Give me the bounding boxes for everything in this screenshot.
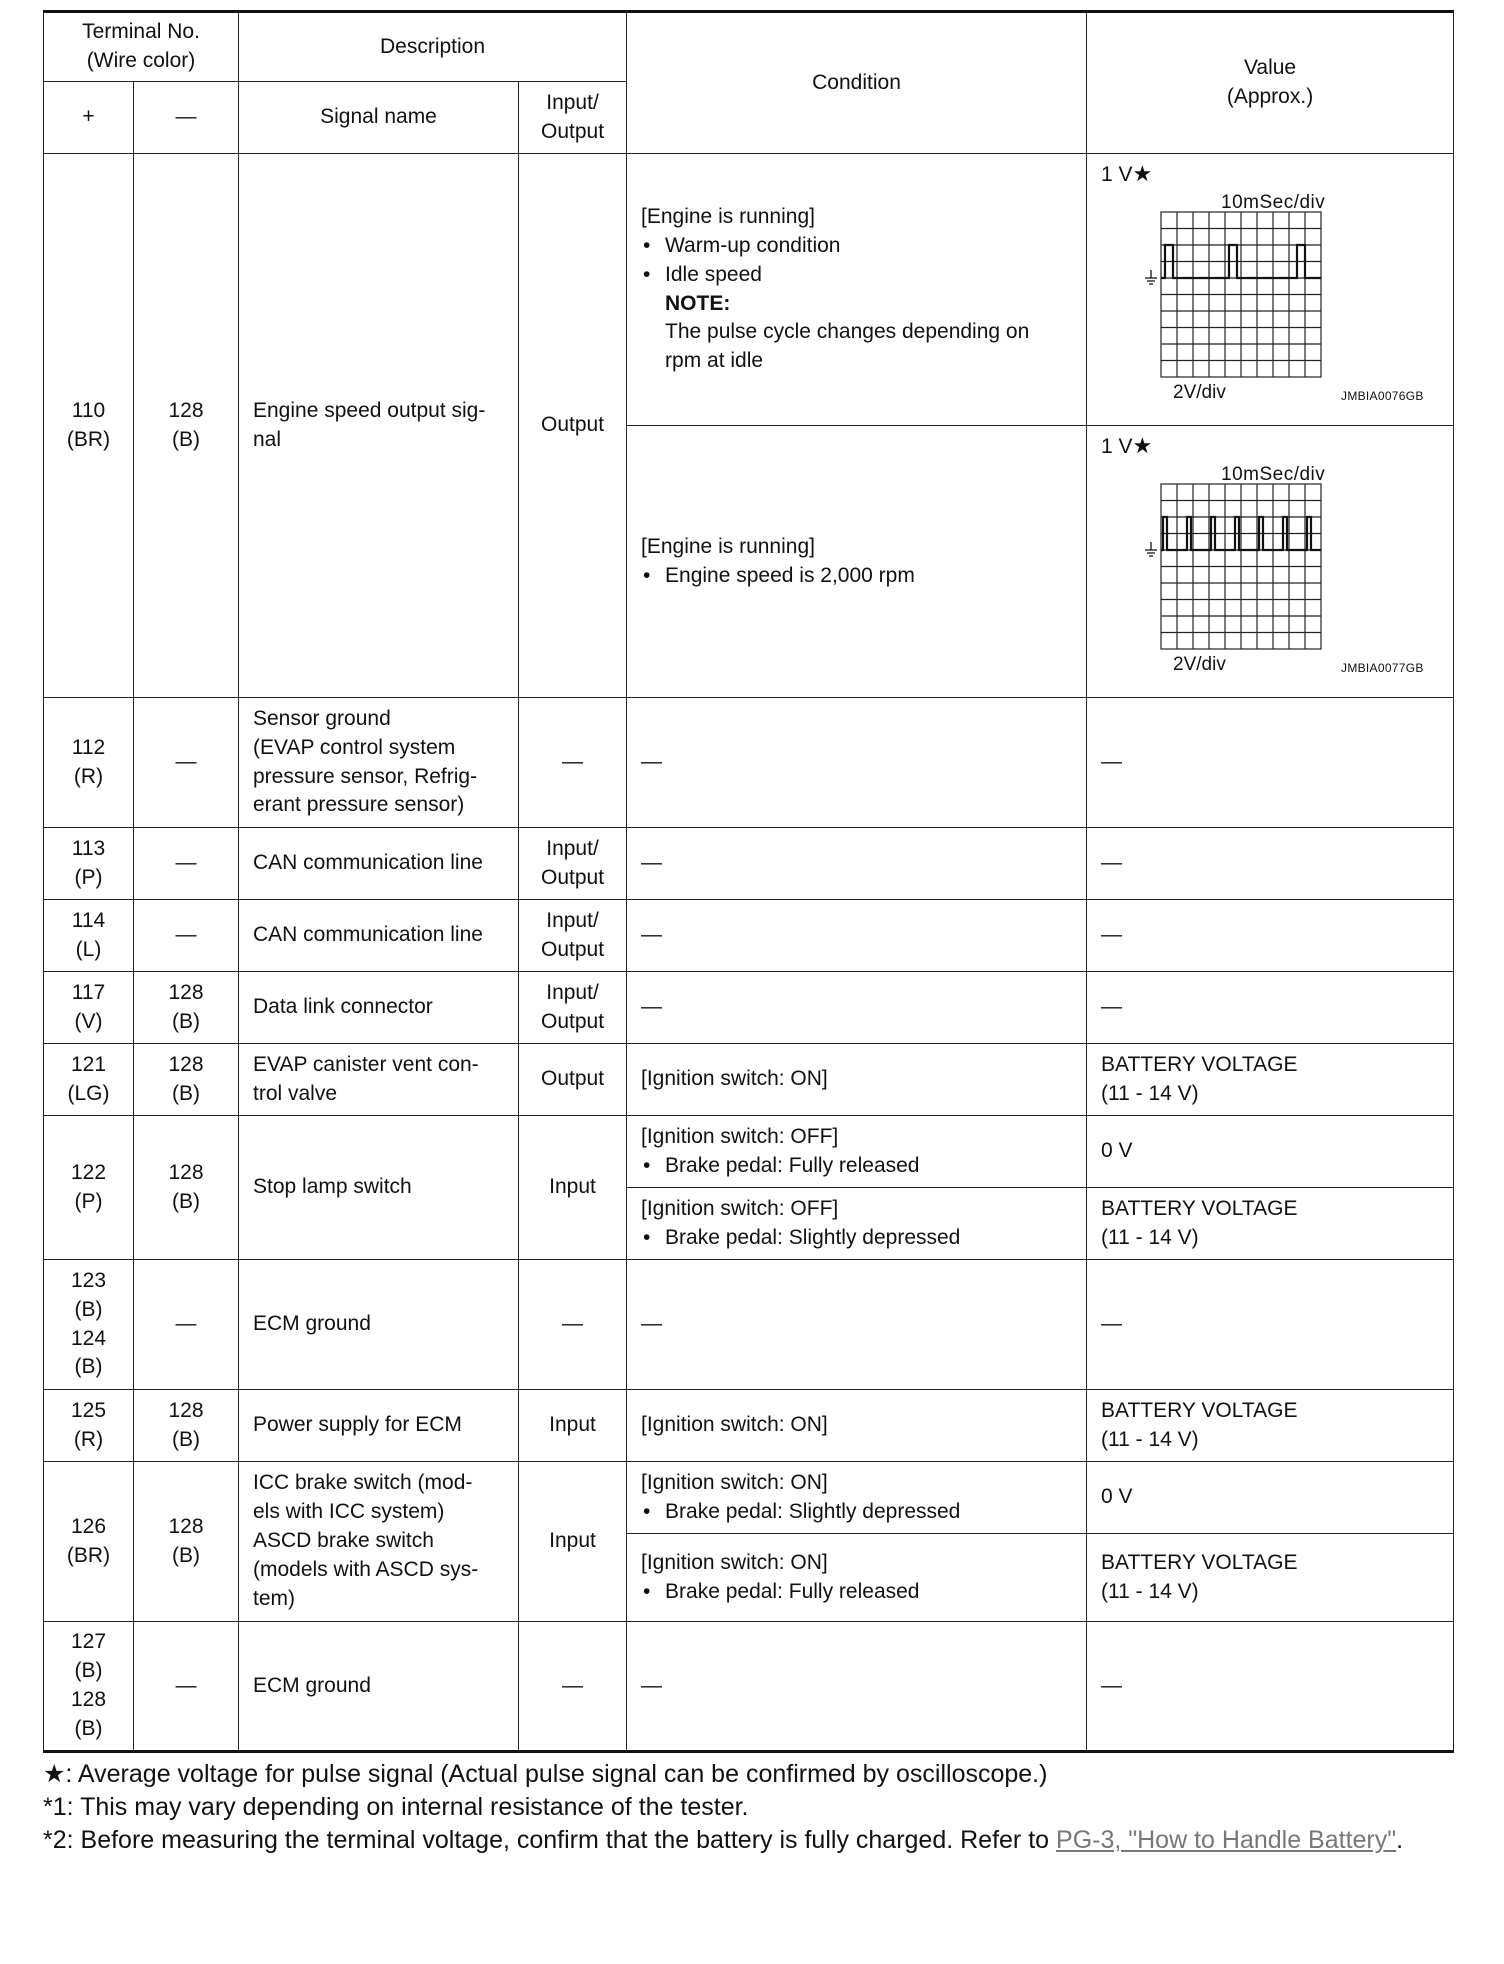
io-type: Output bbox=[519, 1044, 627, 1116]
header-value: Value (Approx.) bbox=[1087, 12, 1454, 154]
terminal-plus: 122 (P) bbox=[44, 1116, 134, 1260]
condition-bullet: • Warm-up condition bbox=[641, 232, 1072, 261]
figure-code: JMBIA0076GB bbox=[1341, 388, 1424, 403]
footnote-star bbox=[43, 1758, 1458, 1791]
signal-name: Engine speed output sig- nal bbox=[239, 154, 519, 698]
table-row-125 bbox=[44, 1390, 1454, 1462]
terminal-plus: 127 (B) 128 (B) bbox=[44, 1622, 134, 1752]
value-cell: BATTERY VOLTAGE (11 - 14 V) bbox=[1087, 1044, 1454, 1116]
table-row-117 bbox=[44, 972, 1454, 1044]
condition-head: [Ignition switch: OFF] bbox=[641, 1124, 839, 1148]
terminal-minus: 128 (B) bbox=[134, 1462, 239, 1622]
terminal-spec-table-container bbox=[43, 10, 1453, 1753]
header-plus: + bbox=[44, 82, 134, 154]
signal-name: CAN communication line bbox=[239, 828, 519, 900]
condition-cell: [Ignition switch: ON] bbox=[627, 1390, 1087, 1462]
value-cell: — bbox=[1087, 1260, 1454, 1390]
condition-cell: — bbox=[627, 972, 1087, 1044]
signal-name: ECM ground bbox=[239, 1260, 519, 1390]
note-label: NOTE: bbox=[665, 291, 731, 315]
waveform-voltage bbox=[1101, 431, 1439, 462]
header-description: Description bbox=[239, 12, 627, 82]
header-minus: — bbox=[134, 82, 239, 154]
value-cell: BATTERY VOLTAGE (11 - 14 V) bbox=[1087, 1390, 1454, 1462]
value-cell: 0 V bbox=[1087, 1462, 1454, 1534]
condition-cell bbox=[627, 426, 1087, 698]
waveform-cell bbox=[1087, 154, 1454, 426]
condition-bullet: • Brake pedal: Slightly depressed bbox=[641, 1498, 1072, 1527]
condition-bullet: • Brake pedal: Fully released bbox=[641, 1152, 1072, 1181]
terminal-minus: — bbox=[134, 900, 239, 972]
time-div-label: 10mSec/div bbox=[1221, 463, 1326, 485]
table-row-113 bbox=[44, 828, 1454, 900]
io-type: Input/ Output bbox=[519, 900, 627, 972]
note-text: The pulse cycle changes depending on rpm at idle bbox=[665, 320, 1030, 373]
io-type: Input bbox=[519, 1462, 627, 1622]
condition-bullet: • Idle speed bbox=[641, 261, 1072, 290]
value-cell: BATTERY VOLTAGE (11 - 14 V) bbox=[1087, 1188, 1454, 1260]
terminal-minus: 128 (B) bbox=[134, 972, 239, 1044]
volt-div-label: 2V/div bbox=[1173, 653, 1226, 675]
signal-name: Sensor ground (EVAP control system pressure sensor, Refrig- erant pressure sensor) bbox=[239, 698, 519, 828]
condition-cell: — bbox=[627, 1260, 1087, 1390]
footnotes bbox=[43, 1758, 1458, 1857]
condition-cell: — bbox=[627, 698, 1087, 828]
value-cell: — bbox=[1087, 698, 1454, 828]
signal-name: ICC brake switch (mod- els with ICC system) ASCD brake switch (models with ASCD sys- tem) bbox=[239, 1462, 519, 1622]
table-row-127 bbox=[44, 1622, 1454, 1752]
terminal-plus: 113 (P) bbox=[44, 828, 134, 900]
terminal-plus: 126 (BR) bbox=[44, 1462, 134, 1622]
header-terminal-no: Terminal No. (Wire color) bbox=[44, 12, 239, 82]
terminal-plus: 121 (LG) bbox=[44, 1044, 134, 1116]
condition-head: [Ignition switch: ON] bbox=[641, 1470, 828, 1494]
footnote-star-text: : Average voltage for pulse signal (Actual pulse signal can be confirmed by oscilloscope.) bbox=[65, 1760, 1048, 1788]
signal-name: Stop lamp switch bbox=[239, 1116, 519, 1260]
footnote-1: *1: This may vary depending on internal resistance of the tester. bbox=[43, 1793, 749, 1821]
io-type: Input bbox=[519, 1116, 627, 1260]
header-signal-name: Signal name bbox=[239, 82, 519, 154]
terminal-minus: — bbox=[134, 698, 239, 828]
signal-name: EVAP canister vent con- trol valve bbox=[239, 1044, 519, 1116]
terminal-plus: 117 (V) bbox=[44, 972, 134, 1044]
terminal-plus: 125 (R) bbox=[44, 1390, 134, 1462]
terminal-minus: 128 (B) bbox=[134, 1390, 239, 1462]
note-block bbox=[641, 290, 1072, 377]
io-type: — bbox=[519, 698, 627, 828]
condition-bullet: • Brake pedal: Slightly depressed bbox=[641, 1224, 1072, 1253]
terminal-minus: — bbox=[134, 1622, 239, 1752]
io-type: — bbox=[519, 1622, 627, 1752]
terminal-minus: 128 (B) bbox=[134, 1116, 239, 1260]
header-io: Input/ Output bbox=[519, 82, 627, 154]
star-icon: ★ bbox=[43, 1760, 66, 1788]
value-cell: — bbox=[1087, 1622, 1454, 1752]
table-row-110a bbox=[44, 154, 1454, 426]
footnote-2 bbox=[43, 1824, 1458, 1857]
condition-cell: — bbox=[627, 1622, 1087, 1752]
condition-cell bbox=[627, 1534, 1087, 1622]
signal-name: Data link connector bbox=[239, 972, 519, 1044]
voltage-text: 1 V bbox=[1101, 435, 1133, 459]
footnote-2-end: . bbox=[1396, 1826, 1404, 1854]
condition-head: [Engine is running] bbox=[641, 204, 815, 228]
condition-bullet: • Brake pedal: Fully released bbox=[641, 1578, 1072, 1607]
waveform-graph bbox=[1101, 190, 1441, 420]
table-row-126a bbox=[44, 1462, 1454, 1534]
star-icon: ★ bbox=[1132, 433, 1153, 459]
io-type: Input/ Output bbox=[519, 828, 627, 900]
signal-name: CAN communication line bbox=[239, 900, 519, 972]
io-type: Input/ Output bbox=[519, 972, 627, 1044]
table-row-112 bbox=[44, 698, 1454, 828]
waveform-cell bbox=[1087, 426, 1454, 698]
value-cell: — bbox=[1087, 972, 1454, 1044]
value-cell: 0 V bbox=[1087, 1116, 1454, 1188]
terminal-minus: — bbox=[134, 828, 239, 900]
time-div-label: 10mSec/div bbox=[1221, 191, 1326, 213]
condition-head: [Ignition switch: OFF] bbox=[641, 1196, 839, 1220]
condition-head: [Engine is running] bbox=[641, 534, 815, 558]
condition-cell: — bbox=[627, 828, 1087, 900]
io-type: Output bbox=[519, 154, 627, 698]
condition-cell bbox=[627, 154, 1087, 426]
io-type: Input bbox=[519, 1390, 627, 1462]
header-condition: Condition bbox=[627, 12, 1087, 154]
terminal-minus: 128 (B) bbox=[134, 1044, 239, 1116]
value-cell: — bbox=[1087, 900, 1454, 972]
condition-cell: — bbox=[627, 900, 1087, 972]
volt-div-label: 2V/div bbox=[1173, 381, 1226, 403]
table-row-122a bbox=[44, 1116, 1454, 1188]
condition-cell bbox=[627, 1462, 1087, 1534]
value-cell: BATTERY VOLTAGE (11 - 14 V) bbox=[1087, 1534, 1454, 1622]
terminal-plus: 123 (B) 124 (B) bbox=[44, 1260, 134, 1390]
oscilloscope-2000rpm-icon bbox=[1101, 462, 1441, 692]
value-cell: — bbox=[1087, 828, 1454, 900]
terminal-plus: 114 (L) bbox=[44, 900, 134, 972]
star-icon: ★ bbox=[1132, 161, 1153, 187]
header-row-1 bbox=[44, 12, 1454, 82]
table-row-114 bbox=[44, 900, 1454, 972]
terminal-spec-table bbox=[43, 10, 1454, 1753]
condition-head: [Ignition switch: ON] bbox=[641, 1550, 828, 1574]
condition-cell bbox=[627, 1116, 1087, 1188]
condition-cell bbox=[627, 1188, 1087, 1260]
waveform-voltage bbox=[1101, 159, 1439, 190]
terminal-plus: 112 (R) bbox=[44, 698, 134, 828]
voltage-text: 1 V bbox=[1101, 163, 1133, 187]
terminal-plus: 110 (BR) bbox=[44, 154, 134, 698]
waveform-graph bbox=[1101, 462, 1441, 692]
terminal-minus: — bbox=[134, 1260, 239, 1390]
condition-cell: [Ignition switch: ON] bbox=[627, 1044, 1087, 1116]
battery-handling-link[interactable]: PG-3, "How to Handle Battery" bbox=[1056, 1826, 1397, 1854]
table-row-123 bbox=[44, 1260, 1454, 1390]
table-row-121 bbox=[44, 1044, 1454, 1116]
signal-name: ECM ground bbox=[239, 1622, 519, 1752]
io-type: — bbox=[519, 1260, 627, 1390]
oscilloscope-idle-icon bbox=[1101, 190, 1441, 420]
figure-code: JMBIA0077GB bbox=[1341, 660, 1424, 675]
signal-name: Power supply for ECM bbox=[239, 1390, 519, 1462]
terminal-minus: 128 (B) bbox=[134, 154, 239, 698]
condition-bullet: • Engine speed is 2,000 rpm bbox=[641, 562, 1072, 591]
footnote-2-text: *2: Before measuring the terminal voltage, confirm that the battery is fully charged. Refer to bbox=[43, 1826, 1057, 1854]
